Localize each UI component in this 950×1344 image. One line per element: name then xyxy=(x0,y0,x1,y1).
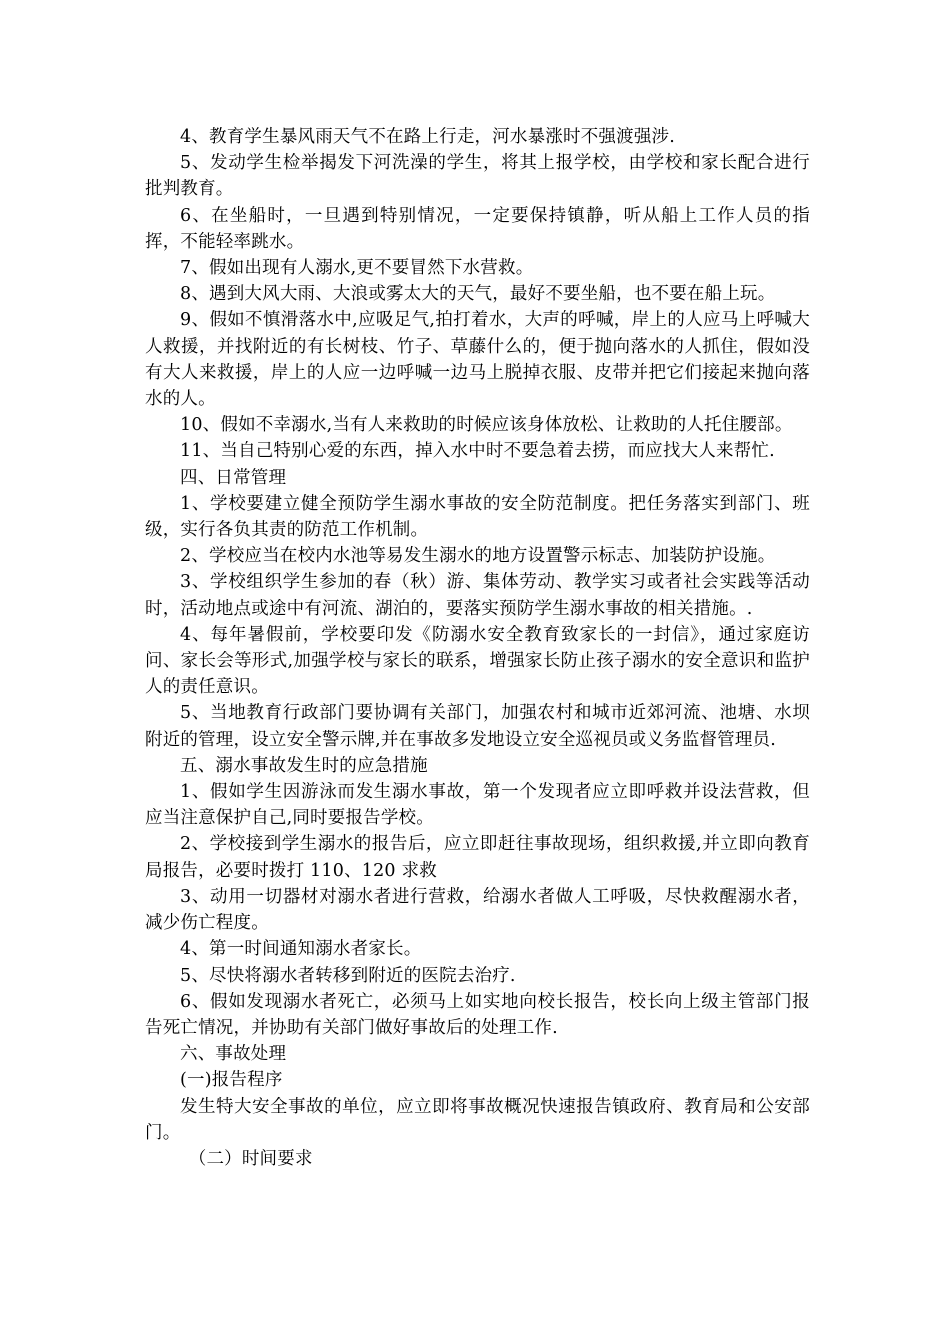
section-heading-accident-handling: 六、事故处理 xyxy=(180,1044,287,1065)
paragraph-rule-6: 6、在坐船时，一旦遇到特别情况，一定要保持镇静，听从船上工作人员的指挥，不能轻率跳水。 xyxy=(145,205,810,252)
paragraph-management-5: 5、当地教育行政部门要协调有关部门，加强农村和城市近郊河流、池塘、水坝附近的管理，设立安全警示牌,并在事故多发地设立安全巡视员或义务监督管理员. xyxy=(145,703,810,750)
section-heading-daily-management: 四、日常管理 xyxy=(180,467,287,488)
paragraph-management-2: 2、学校应当在校内水池等易发生溺水的地方设置警示标志、加装防护设施。 xyxy=(180,546,776,567)
paragraph-emergency-1: 1、假如学生因游泳而发生溺水事故，第一个发现者应立即呼救并设法营救，但应当注意保护自己,同时要报告学校。 xyxy=(145,782,810,829)
paragraph-rule-8: 8、遇到大风大雨、大浪或雾太大的天气，最好不要坐船，也不要在船上玩。 xyxy=(180,284,776,305)
subheading-report-procedure: (一)报告程序 xyxy=(180,1070,283,1091)
paragraph-rule-7: 7、假如出现有人溺水,更不要冒然下水营救。 xyxy=(180,258,534,279)
paragraph-rule-10: 10、假如不幸溺水,当有人来救助的时候应该身体放松、让救助的人托住腰部。 xyxy=(180,415,793,436)
paragraph-emergency-4: 4、第一时间通知溺水者家长。 xyxy=(180,939,422,960)
section-heading-emergency-measures: 五、溺水事故发生时的应急措施 xyxy=(180,755,428,776)
paragraph-emergency-2: 2、学校接到学生溺水的报告后，应立即赶往事故现场，组织救援,并立即向教育局报告，必要时拨打 110、120 求救 xyxy=(145,834,810,881)
paragraph-rule-4: 4、教育学生暴风雨天气不在路上行走，河水暴涨时不强渡强涉. xyxy=(180,127,675,147)
paragraph-rule-5: 5、发动学生检举揭发下河洗澡的学生，将其上报学校，由学校和家长配合进行批判教育。 xyxy=(145,153,810,200)
paragraph-management-1: 1、学校要建立健全预防学生溺水事故的安全防范制度。把任务落实到部门、班级，实行各负其责的防范工作机制。 xyxy=(145,493,810,541)
subheading-time-requirement: （二）时间要求 xyxy=(188,1148,313,1169)
paragraph-management-4: 4、每年暑假前，学校要印发《防溺水安全教育致家长的一封信》，通过家庭访问、家长会等形式,加强学校与家长的联系，增强家长防止孩子溺水的安全意识和监护人的责任意识。 xyxy=(145,624,810,698)
paragraph-report-procedure: 发生特大安全事故的单位，应立即将事故概况快速报告镇政府、教育局和公安部门。 xyxy=(145,1096,810,1143)
paragraph-management-3: 3、学校组织学生参加的春（秋）游、集体劳动、教学实习或者社会实践等活动时，活动地点或途中有河流、湖泊的，要落实预防学生溺水事故的相关措施。. xyxy=(145,572,810,619)
document-body xyxy=(145,124,810,1172)
paragraph-emergency-5: 5、尽快将溺水者转移到附近的医院去治疗. xyxy=(180,965,516,986)
paragraph-rule-9: 9、假如不慎滑落水中,应吸足气,拍打着水，大声的呼喊，岸上的人应马上呼喊大人救援，并找附近的有长树枝、竹子、草藤什么的，便于抛向落水的人抓住，假如没有大人来救援，岸上的人应一边呼喊一边马上脱掉衣服、皮带并把它们接起来抛向落水的人。 xyxy=(145,310,810,410)
paragraph-emergency-6: 6、假如发现溺水者死亡，必须马上如实地向校长报告，校长向上级主管部门报告死亡情况，并协助有关部门做好事故后的处理工作. xyxy=(145,991,810,1038)
paragraph-emergency-3: 3、动用一切器材对溺水者进行营救，给溺水者做人工呼吸，尽快救醒溺水者，减少伤亡程度。 xyxy=(145,886,810,934)
paragraph-rule-11: 11、当自己特别心爱的东西，掉入水中时不要急着去捞，而应找大人来帮忙. xyxy=(180,441,775,462)
